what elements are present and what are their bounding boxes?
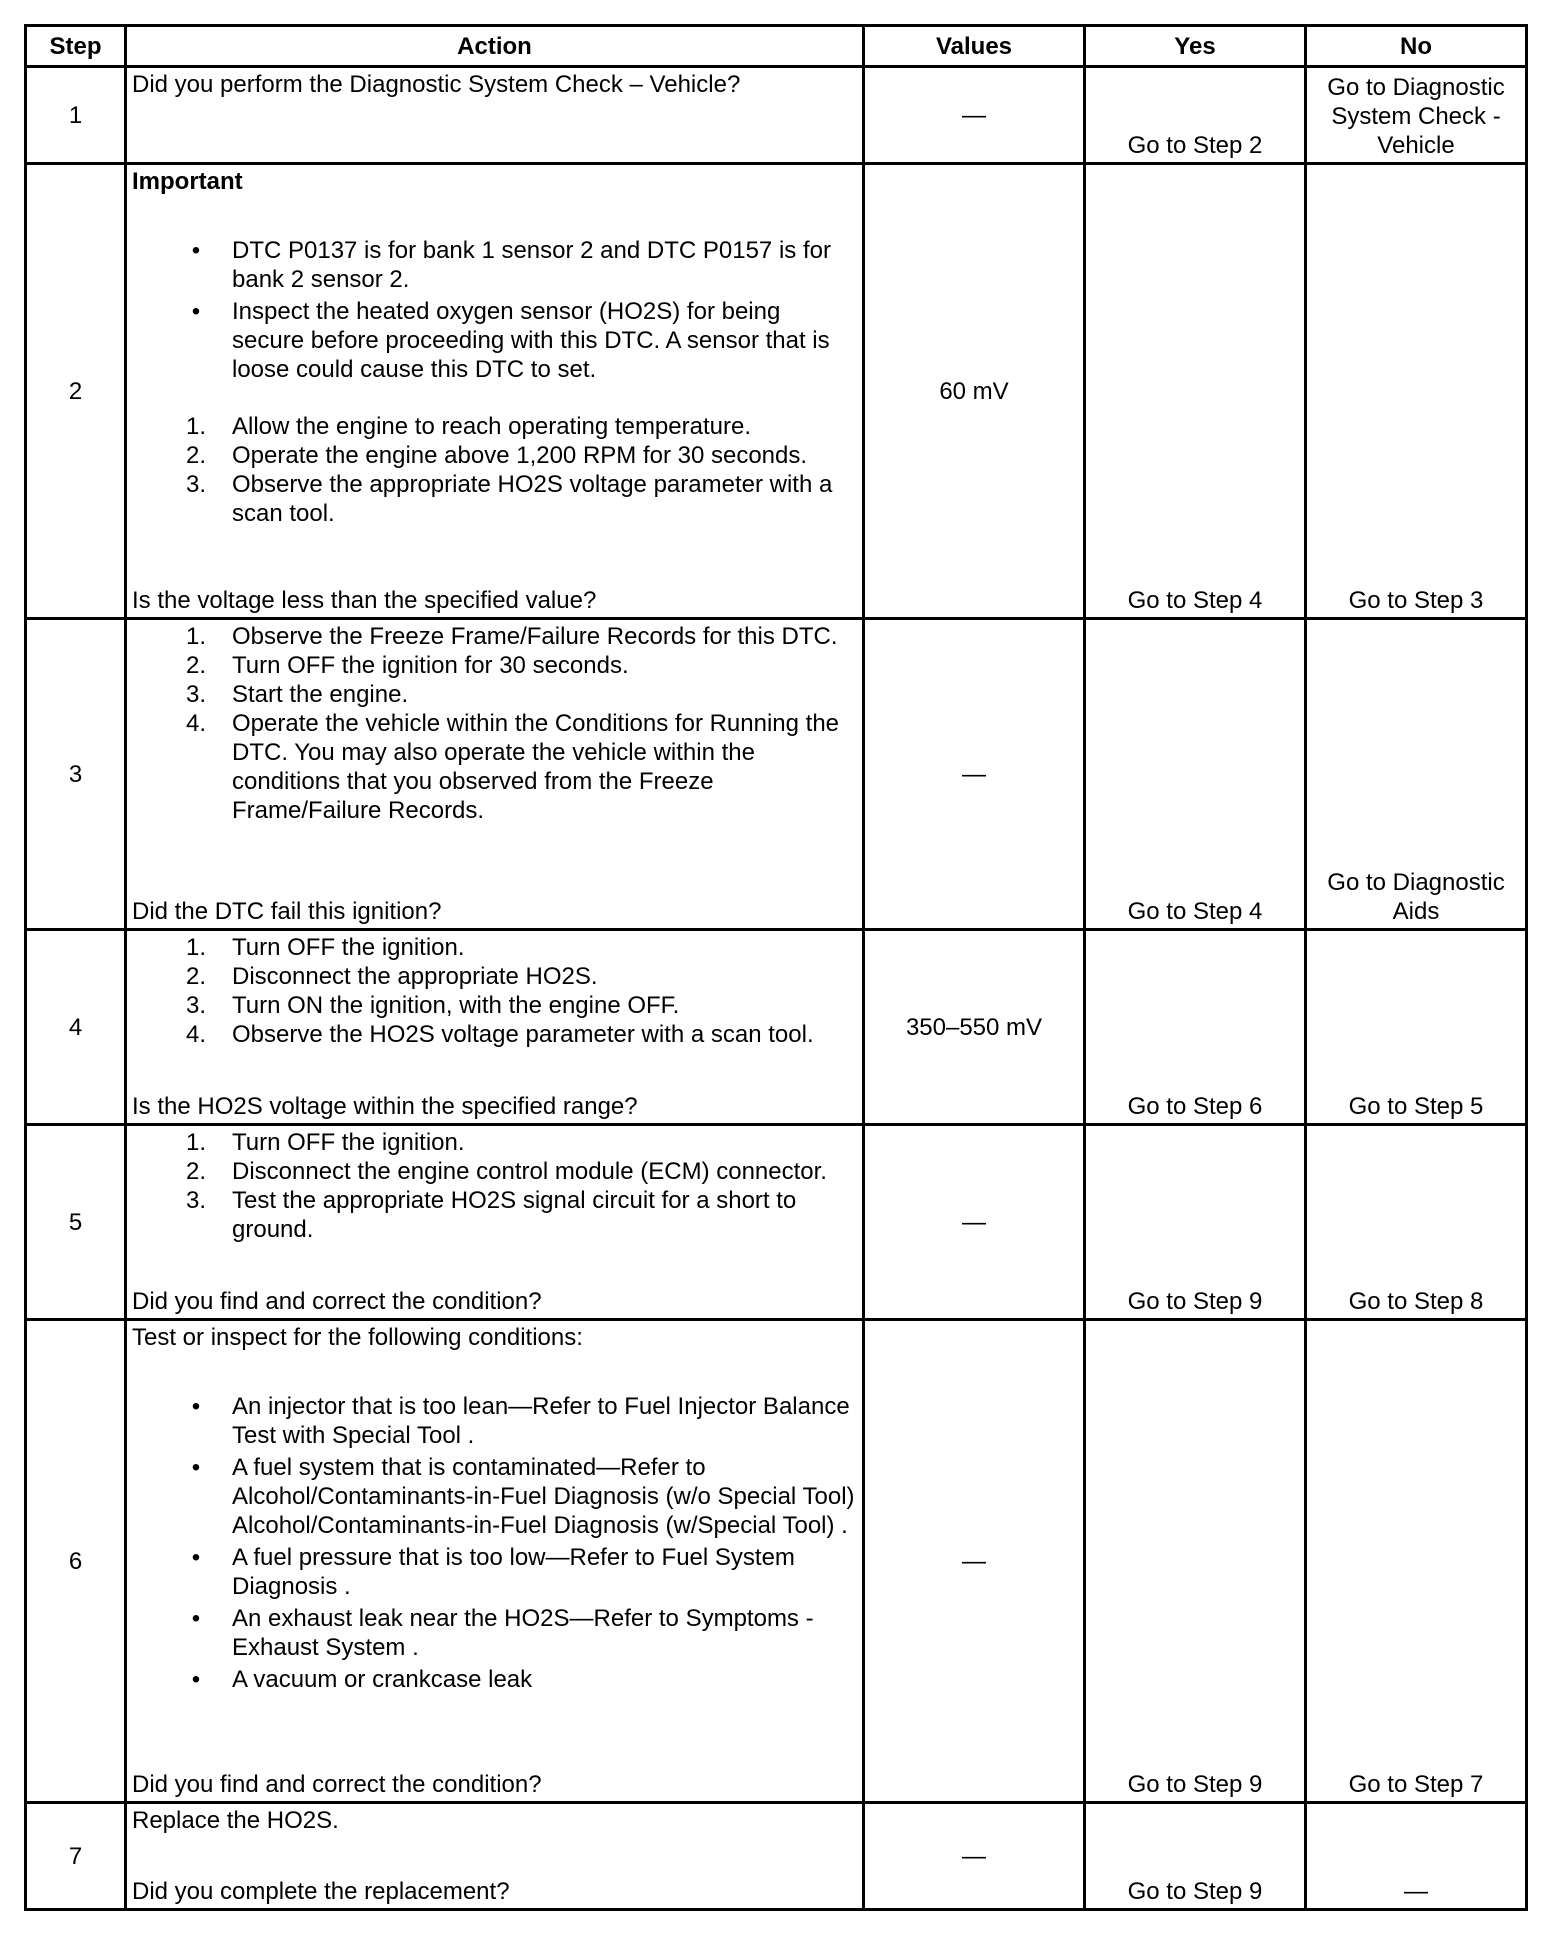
- bullet-icon: •: [191, 1666, 201, 1693]
- list-item: • An injector that is too lean—Refer to Fuel Injector Balance Test with Special Tool .: [132, 1392, 858, 1450]
- value-cell: —: [864, 1125, 1085, 1320]
- list-item: 2. Turn OFF the ignition for 30 seconds.: [185, 652, 629, 679]
- list-item: • A fuel system that is contaminated—Refer to Alcohol/Contaminants-in-Fuel Diagnosis (w/o Special Tool) Alcohol/Contaminants-in-Fuel Diagnosis (w/Special Tool) .: [132, 1453, 858, 1540]
- question: Did the DTC fail this ignition?: [132, 898, 442, 925]
- question: Did you perform the Diagnostic System Check – Vehicle?: [132, 71, 741, 98]
- list-item: 2. Operate the engine above 1,200 RPM for 30 seconds.: [185, 442, 808, 469]
- step-number: 7: [26, 1803, 126, 1910]
- list-item: 1. Allow the engine to reach operating temperature.: [185, 413, 751, 440]
- header-row: [26, 26, 1527, 67]
- table-row: [26, 1803, 1527, 1910]
- list-item: • A vacuum or crankcase leak: [132, 1665, 858, 1694]
- bullet-icon: •: [191, 1605, 201, 1632]
- table-row: [26, 67, 1527, 164]
- list-item: • Inspect the heated oxygen sensor (HO2S) for being secure before proceeding with this DTC. A sensor that is loose could cause this DTC to set.: [132, 297, 858, 384]
- action-cell: [126, 1803, 864, 1910]
- intro-text: Test or inspect for the following conditions:: [132, 1324, 583, 1351]
- value-cell: 350–550 mV: [864, 930, 1085, 1125]
- step-number: 4: [26, 930, 126, 1125]
- list-item: • DTC P0137 is for bank 1 sensor 2 and DTC P0157 is for bank 2 sensor 2.: [132, 236, 858, 294]
- numbered-list: [132, 622, 858, 825]
- yes-cell: Go to Step 4: [1085, 164, 1306, 619]
- list-item: 3. Start the engine.: [185, 681, 409, 708]
- header-step: Step: [26, 26, 126, 67]
- value-cell: 60 mV: [864, 164, 1085, 619]
- action-cell: [126, 930, 864, 1125]
- list-item: 3. Observe the appropriate HO2S voltage parameter with a scan tool.: [185, 471, 833, 527]
- list-item: 2. Disconnect the engine control module (ECM) connector.: [185, 1158, 827, 1185]
- table-row: [26, 930, 1527, 1125]
- table-row: [26, 164, 1527, 619]
- no-cell: Go to Step 5: [1306, 930, 1527, 1125]
- step-number: 1: [26, 67, 126, 164]
- value-cell: —: [864, 1320, 1085, 1803]
- no-cell: Go to Step 8: [1306, 1125, 1527, 1320]
- value-cell: —: [864, 67, 1085, 164]
- action-cell: [126, 1125, 864, 1320]
- header-no: No: [1306, 26, 1527, 67]
- diagnostic-table: [24, 24, 1528, 1911]
- yes-cell: Go to Step 9: [1085, 1125, 1306, 1320]
- list-item: 1. Observe the Freeze Frame/Failure Records for this DTC.: [185, 623, 838, 650]
- step-number: 6: [26, 1320, 126, 1803]
- yes-cell: Go to Step 9: [1085, 1803, 1306, 1910]
- question: Did you find and correct the condition?: [132, 1288, 542, 1315]
- no-cell: Go to Step 3: [1306, 164, 1527, 619]
- no-cell: Go to Diagnostic System Check - Vehicle: [1306, 67, 1527, 164]
- important-label: Important: [132, 168, 243, 195]
- yes-cell: Go to Step 9: [1085, 1320, 1306, 1803]
- yes-cell: Go to Step 6: [1085, 930, 1306, 1125]
- bullet-list: [132, 236, 858, 384]
- bullet-icon: •: [191, 237, 201, 264]
- no-cell: Go to Step 7: [1306, 1320, 1527, 1803]
- step-number: 3: [26, 619, 126, 930]
- intro-text: Replace the HO2S.: [132, 1807, 339, 1834]
- header-yes: Yes: [1085, 26, 1306, 67]
- list-item: 3. Test the appropriate HO2S signal circuit for a short to ground.: [185, 1187, 797, 1243]
- question: Did you find and correct the condition?: [132, 1771, 542, 1798]
- list-item: 1. Turn OFF the ignition.: [185, 1129, 465, 1156]
- action-cell: [126, 1320, 864, 1803]
- question: Is the HO2S voltage within the specified range?: [132, 1093, 638, 1120]
- numbered-list: [132, 1128, 858, 1244]
- bullet-icon: •: [191, 1544, 201, 1571]
- table-row: [26, 1125, 1527, 1320]
- bullet-icon: •: [191, 1393, 201, 1420]
- numbered-list: [132, 412, 858, 528]
- value-cell: —: [864, 1803, 1085, 1910]
- step-number: 2: [26, 164, 126, 619]
- yes-cell: Go to Step 2: [1085, 67, 1306, 164]
- action-cell: [126, 164, 864, 619]
- value-cell: —: [864, 619, 1085, 930]
- question: Is the voltage less than the specified value?: [132, 587, 597, 614]
- list-item: • A fuel pressure that is too low—Refer to Fuel System Diagnosis .: [132, 1543, 858, 1601]
- no-cell: —: [1306, 1803, 1527, 1910]
- header-action: Action: [126, 26, 864, 67]
- list-item: 2. Disconnect the appropriate HO2S.: [185, 963, 598, 990]
- step-number: 5: [26, 1125, 126, 1320]
- numbered-list: [132, 933, 858, 1049]
- list-item: 4. Operate the vehicle within the Conditions for Running the DTC. You may also operate the vehicle within the conditions that you observed from the Freeze Frame/Failure Records.: [185, 710, 840, 824]
- action-cell: [126, 67, 864, 164]
- list-item: 3. Turn ON the ignition, with the engine OFF.: [185, 992, 680, 1019]
- list-item: 1. Turn OFF the ignition.: [185, 934, 465, 961]
- table-row: [26, 1320, 1527, 1803]
- bullet-icon: •: [191, 1454, 201, 1481]
- yes-cell: Go to Step 4: [1085, 619, 1306, 930]
- header-values: Values: [864, 26, 1085, 67]
- action-cell: [126, 619, 864, 930]
- question: Did you complete the replacement?: [132, 1878, 510, 1905]
- list-item: • An exhaust leak near the HO2S—Refer to Symptoms - Exhaust System .: [132, 1604, 858, 1662]
- bullet-list: [132, 1392, 858, 1694]
- no-cell: Go to Diagnostic Aids: [1306, 619, 1527, 930]
- table-row: [26, 619, 1527, 930]
- list-item: 4. Observe the HO2S voltage parameter with a scan tool.: [185, 1021, 814, 1048]
- bullet-icon: •: [191, 298, 201, 325]
